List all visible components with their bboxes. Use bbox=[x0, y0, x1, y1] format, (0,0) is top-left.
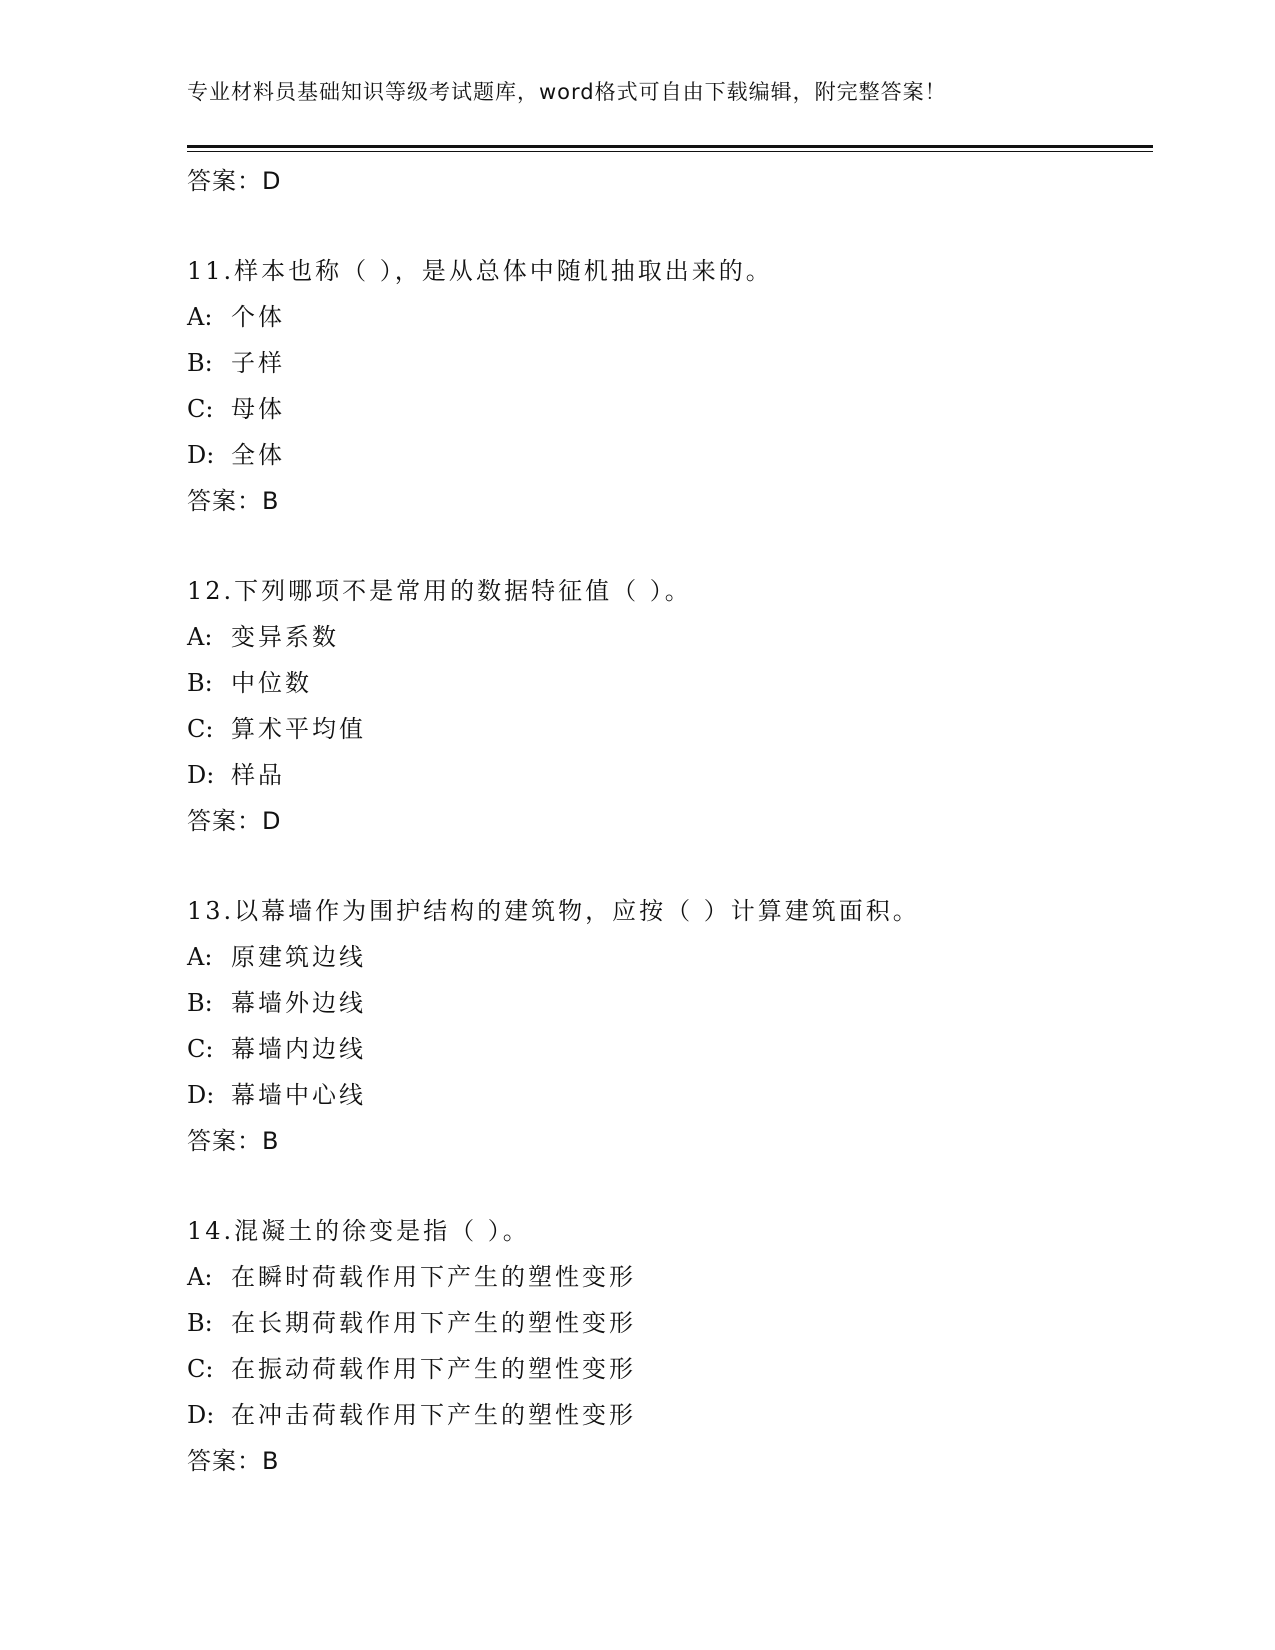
question-stem: 11.样本也称（ ），是从总体中随机抽取出来的。 bbox=[187, 257, 773, 285]
option-text: 幕墙内边线 bbox=[231, 1035, 366, 1063]
option-d bbox=[187, 1072, 1153, 1118]
option-b bbox=[187, 340, 1153, 386]
option-text: 子样 bbox=[231, 349, 285, 377]
option-text: 在振动荷载作用下产生的塑性变形 bbox=[231, 1355, 636, 1383]
option-letter: D: bbox=[187, 441, 215, 469]
question-stem: 13.以幕墙作为围护结构的建筑物，应按（ ）计算建筑面积。 bbox=[187, 897, 920, 925]
spacer bbox=[187, 524, 1153, 568]
question-stem: 14.混凝土的徐变是指（ ）。 bbox=[187, 1217, 530, 1245]
option-d bbox=[187, 1392, 1153, 1438]
option-letter: C: bbox=[187, 1355, 214, 1383]
page-header: 专业材料员基础知识等级考试题库，word格式可自由下载编辑，附完整答案！ bbox=[187, 80, 947, 104]
option-letter: A: bbox=[187, 943, 213, 971]
option-letter: D: bbox=[187, 1081, 215, 1109]
option-c bbox=[187, 1346, 1153, 1392]
option-c bbox=[187, 706, 1153, 752]
option-letter: C: bbox=[187, 1035, 214, 1063]
question-13 bbox=[187, 888, 1153, 1164]
option-text: 幕墙中心线 bbox=[231, 1081, 366, 1109]
option-text: 算术平均值 bbox=[231, 715, 366, 743]
answer: 答案：B bbox=[187, 1127, 280, 1155]
question-11 bbox=[187, 248, 1153, 524]
option-text: 中位数 bbox=[231, 669, 312, 697]
option-text: 在瞬时荷载作用下产生的塑性变形 bbox=[231, 1263, 636, 1291]
question-14 bbox=[187, 1208, 1153, 1484]
question-stem: 12.下列哪项不是常用的数据特征值（ ）。 bbox=[187, 577, 692, 605]
option-d bbox=[187, 432, 1153, 478]
option-letter: A: bbox=[187, 303, 213, 331]
option-letter: C: bbox=[187, 395, 214, 423]
option-text: 个体 bbox=[231, 303, 285, 331]
option-text: 母体 bbox=[231, 395, 285, 423]
option-b bbox=[187, 980, 1153, 1026]
option-text: 样品 bbox=[231, 761, 285, 789]
option-letter: C: bbox=[187, 715, 214, 743]
option-d bbox=[187, 752, 1153, 798]
option-a bbox=[187, 614, 1153, 660]
option-text: 在冲击荷载作用下产生的塑性变形 bbox=[231, 1401, 636, 1429]
option-letter: D: bbox=[187, 1401, 215, 1429]
answer: 答案：D bbox=[187, 807, 282, 835]
option-text: 全体 bbox=[231, 441, 285, 469]
spacer bbox=[187, 844, 1153, 888]
spacer bbox=[187, 1164, 1153, 1208]
option-text: 幕墙外边线 bbox=[231, 989, 366, 1017]
option-a bbox=[187, 1254, 1153, 1300]
option-letter: B: bbox=[187, 1309, 213, 1337]
answer: 答案：B bbox=[187, 487, 280, 515]
option-a bbox=[187, 934, 1153, 980]
option-b bbox=[187, 660, 1153, 706]
option-text: 在长期荷载作用下产生的塑性变形 bbox=[231, 1309, 636, 1337]
question-list bbox=[187, 158, 1153, 1484]
option-letter: B: bbox=[187, 669, 213, 697]
option-text: 原建筑边线 bbox=[231, 943, 366, 971]
option-letter: B: bbox=[187, 349, 213, 377]
header-rule-thin bbox=[187, 151, 1153, 152]
question-12 bbox=[187, 568, 1153, 844]
option-c bbox=[187, 1026, 1153, 1072]
option-letter: D: bbox=[187, 761, 215, 789]
option-a bbox=[187, 294, 1153, 340]
answer: 答案：B bbox=[187, 1447, 280, 1475]
option-b bbox=[187, 1300, 1153, 1346]
option-letter: A: bbox=[187, 623, 213, 651]
previous-answer: 答案：D bbox=[187, 167, 282, 195]
option-letter: A: bbox=[187, 1263, 213, 1291]
spacer bbox=[187, 204, 1153, 248]
header-rule-thick bbox=[187, 145, 1153, 148]
option-c bbox=[187, 386, 1153, 432]
option-letter: B: bbox=[187, 989, 213, 1017]
option-text: 变异系数 bbox=[231, 623, 339, 651]
